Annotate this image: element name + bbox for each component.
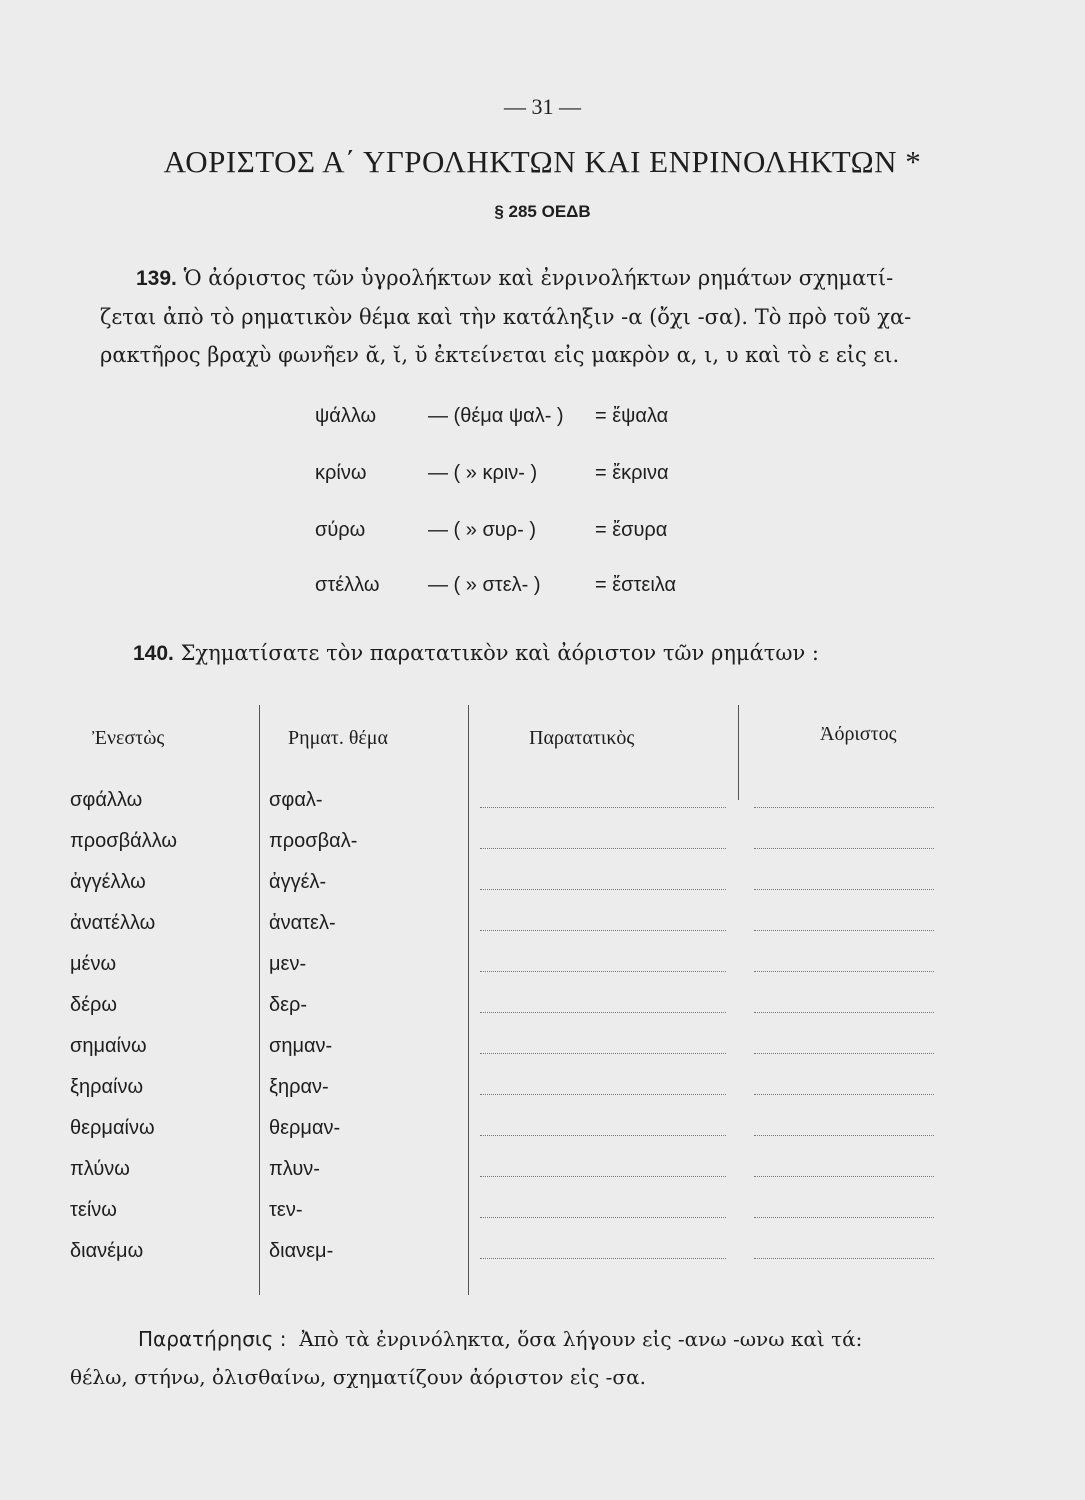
- table-row: [70, 953, 970, 983]
- example-result: = ἔσυρα: [595, 519, 668, 541]
- present-form: θερμαίνω: [70, 1117, 155, 1139]
- aorist-blank[interactable]: [754, 930, 934, 931]
- example-row: [0, 462, 1085, 490]
- rule-139: [100, 259, 1000, 374]
- example-theme: — ( » κριν- ): [428, 462, 538, 484]
- present-form: σφάλλω: [70, 789, 143, 811]
- verb-stem: μεν-: [269, 953, 307, 975]
- column-divider: [738, 705, 739, 800]
- rule-139-number: 139.: [136, 267, 177, 290]
- table-row: [70, 1199, 970, 1229]
- table-row: [70, 789, 970, 819]
- verb-table: [70, 705, 970, 1295]
- example-verb: κρίνω: [315, 462, 367, 484]
- present-form: ἀνατέλλω: [70, 912, 156, 934]
- present-form: ξηραίνω: [70, 1076, 144, 1098]
- aorist-blank[interactable]: [754, 1053, 934, 1054]
- imperfect-blank[interactable]: [480, 848, 726, 849]
- imperfect-blank[interactable]: [480, 1217, 726, 1218]
- aorist-blank[interactable]: [754, 971, 934, 972]
- header-stem: Ρηματ. θέμα: [288, 727, 388, 749]
- example-theme: — ( » συρ- ): [428, 519, 536, 541]
- imperfect-blank[interactable]: [480, 971, 726, 972]
- table-row: [70, 912, 970, 942]
- exercise-140: [133, 641, 819, 666]
- imperfect-blank[interactable]: [480, 1094, 726, 1095]
- example-result: = ἔκρινα: [595, 462, 669, 484]
- note-text-1: Ἀπὸ τὰ ἐνρινόληκτα, ὅσα λήγουν εἰς -ανω -ωνω καὶ τά:: [299, 1327, 863, 1351]
- verb-stem: τεν-: [269, 1199, 303, 1221]
- header-present: Ἐνεστὼς: [92, 727, 165, 749]
- example-result: = ἔστειλα: [595, 574, 677, 596]
- note-line-1: [70, 1320, 1030, 1358]
- aorist-blank[interactable]: [754, 848, 934, 849]
- imperfect-blank[interactable]: [480, 1176, 726, 1177]
- example-theme: — (θέμα ψαλ- ): [428, 405, 564, 427]
- example-row: [0, 519, 1085, 547]
- aorist-blank[interactable]: [754, 1258, 934, 1259]
- imperfect-blank[interactable]: [480, 1053, 726, 1054]
- table-row: [70, 830, 970, 860]
- example-row: [0, 574, 1085, 602]
- rule-139-line-3: ρακτῆρος βραχὺ φωνῆεν ᾰ, ῐ, ῠ ἐκτείνεται εἰς μακρὸν α, ι, υ καὶ τὸ ε εἰς ει.: [100, 343, 900, 367]
- exercise-140-number: 140.: [133, 642, 174, 665]
- present-form: δέρω: [70, 994, 118, 1016]
- header-aorist: Ἀόριστος: [820, 723, 897, 745]
- present-form: διανέμω: [70, 1240, 144, 1262]
- imperfect-blank[interactable]: [480, 1012, 726, 1013]
- note-line-2: θέλω, στήνω, ὀλισθαίνω, σχηματίζουν ἀόριστον εἰς -σα.: [70, 1365, 646, 1389]
- section-reference: § 285 ΟΕΔΒ: [494, 202, 591, 221]
- imperfect-blank[interactable]: [480, 1135, 726, 1136]
- verb-stem: δερ-: [269, 994, 308, 1016]
- verb-stem: σφαλ-: [269, 789, 323, 811]
- example-theme: — ( » στελ- ): [428, 574, 541, 596]
- present-form: ἀγγέλλω: [70, 871, 146, 893]
- aorist-blank[interactable]: [754, 807, 934, 808]
- table-row: [70, 1076, 970, 1106]
- table-row: [70, 871, 970, 901]
- aorist-blank[interactable]: [754, 1217, 934, 1218]
- example-result: = ἔψαλα: [595, 405, 669, 427]
- verb-stem: ἀνατελ-: [269, 912, 336, 934]
- verb-stem: ἀγγέλ-: [269, 871, 327, 893]
- example-row: [0, 405, 1085, 433]
- chapter-title: ΑΟΡΙΣΤΟΣ Α΄ ΥΓΡΟΛΗΚΤΩΝ ΚΑΙ ΕΝΡΙΝΟΛΗΚΤΩΝ *: [163, 144, 922, 179]
- table-row: [70, 1117, 970, 1147]
- verb-stem: πλυν-: [269, 1158, 320, 1180]
- aorist-blank[interactable]: [754, 1094, 934, 1095]
- verb-stem: θερμαν-: [269, 1117, 341, 1139]
- rule-139-line-1: 139. Ὁ ἀόριστος τῶν ὑγρολήκτων καὶ ἐνρινολήκτων ρημάτων σχηματί-: [136, 266, 894, 290]
- aorist-blank[interactable]: [754, 889, 934, 890]
- present-form: πλύνω: [70, 1158, 130, 1180]
- verb-stem: προσβαλ-: [269, 830, 358, 852]
- imperfect-blank[interactable]: [480, 807, 726, 808]
- imperfect-blank[interactable]: [480, 889, 726, 890]
- verb-stem: ξηραν-: [269, 1076, 329, 1098]
- example-verb: σύρω: [315, 519, 366, 541]
- example-verb: στέλλω: [315, 574, 380, 596]
- present-form: σημαίνω: [70, 1035, 147, 1057]
- exercise-140-text: Σχηματίσατε τὸν παρατατικὸν καὶ ἀόριστον τῶν ρημάτων :: [180, 641, 820, 665]
- table-row: [70, 1035, 970, 1065]
- imperfect-blank[interactable]: [480, 930, 726, 931]
- present-form: τείνω: [70, 1199, 117, 1221]
- example-verb: ψάλλω: [315, 405, 377, 427]
- present-form: μένω: [70, 953, 117, 975]
- aorist-blank[interactable]: [754, 1012, 934, 1013]
- aorist-blank[interactable]: [754, 1135, 934, 1136]
- rule-139-line-2: ζεται ἀπὸ τὸ ρηματικὸν θέμα καὶ τὴν κατάληξιν -α (ὄχι -σα). Τὸ πρὸ τοῦ χα-: [100, 305, 912, 329]
- aorist-blank[interactable]: [754, 1176, 934, 1177]
- present-form: προσβάλλω: [70, 830, 178, 852]
- verb-stem: σημαν-: [269, 1035, 333, 1057]
- header-imperfect: Παρατατικὸς: [529, 727, 635, 749]
- table-row: [70, 1158, 970, 1188]
- observation-note: [70, 1320, 1030, 1396]
- table-row: [70, 994, 970, 1024]
- page-number: — 31 —: [504, 94, 581, 119]
- note-label: Παρατήρησις :: [138, 1327, 287, 1351]
- verb-stem: διανεμ-: [269, 1240, 334, 1262]
- imperfect-blank[interactable]: [480, 1258, 726, 1259]
- table-row: [70, 1240, 970, 1270]
